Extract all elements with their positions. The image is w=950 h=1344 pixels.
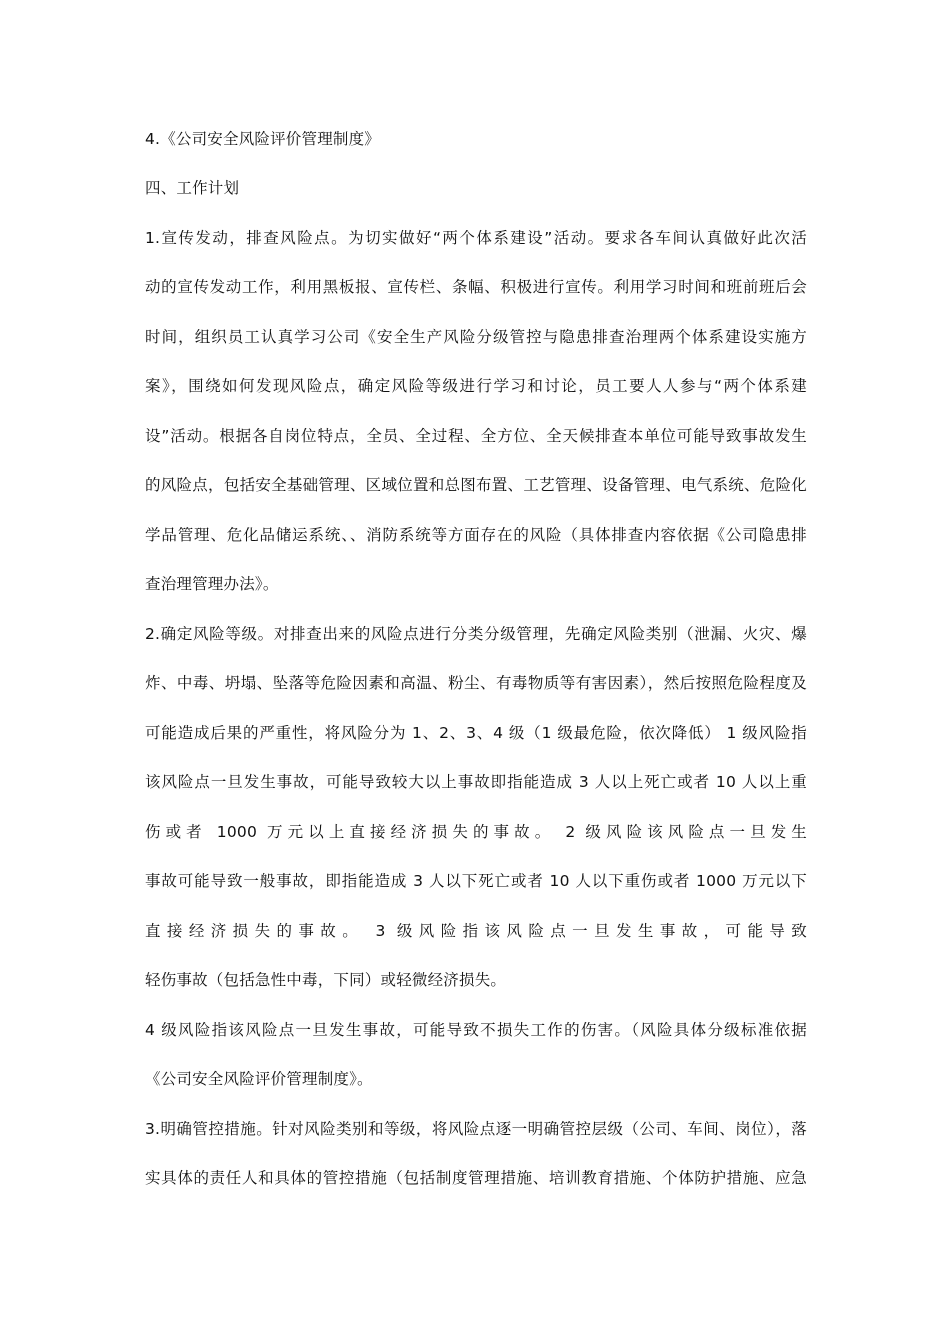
text-line: 设”活动。根据各自岗位特点，全员、全过程、全方位、全天候排查本单位可能导致事故发生 [145,427,807,445]
text-line: 3.明确管控措施。针对风险类别和等级，将风险点逐一明确管控层级（公司、车间、岗位），落 [145,1120,807,1138]
text-line: 案》，围绕如何发现风险点，确定风险等级进行学习和讨论，员工要人人参与“两个体系建 [145,377,807,395]
text-line: 直接经济损失的事故。 3 级风险指该风险点一旦发生事故，可能导致 [145,922,807,940]
text-line: 可能造成后果的严重性，将风险分为 1、2、3、4 级（1 级最危险，依次降低） 1 级风险指 [145,724,807,742]
text-line: 动的宣传发动工作，利用黑板报、宣传栏、条幅、积极进行宣传。利用学习时间和班前班后会 [145,278,807,296]
text-line: 的风险点，包括安全基础管理、区域位置和总图布置、工艺管理、设备管理、电气系统、危险化 [145,476,807,494]
text-line: 4.《公司安全风险评价管理制度》 [145,130,380,148]
text-line: 轻伤事故（包括急性中毒，下同）或轻微经济损失。 [145,971,507,989]
text-line: 学品管理、危化品储运系统、、消防系统等方面存在的风险（具体排查内容依据《公司隐患排 [145,526,807,544]
text-line: 1.宣传发动，排查风险点。为切实做好“两个体系建设”活动。要求各车间认真做好此次活 [145,229,807,247]
text-line: 该风险点一旦发生事故，可能导致较大以上事故即指能造成 3 人以上死亡或者 10 人以上重 [145,773,807,791]
text-line: 事故可能导致一般事故，即指能造成 3 人以下死亡或者 10 人以下重伤或者 1000 万元以下 [145,872,807,890]
text-line: 炸、中毒、坍塌、坠落等危险因素和高温、粉尘、有毒物质等有害因素），然后按照危险程度及 [145,674,807,692]
text-line: 查治理管理办法》。 [145,575,279,593]
text-line: 伤或者 1000 万元以上直接经济损失的事故。 2 级风险该风险点一旦发生 [145,823,807,841]
text-line: 时间，组织员工认真学习公司《安全生产风险分级管控与隐患排查治理两个体系建设实施方 [145,328,807,346]
text-line: 4 级风险指该风险点一旦发生事故，可能导致不损失工作的伤害。（风险具体分级标准依据 [145,1021,807,1039]
section-heading: 四、工作计划 [145,179,240,197]
text-line: 《公司安全风险评价管理制度》。 [145,1070,373,1088]
text-line: 2.确定风险等级。对排查出来的风险点进行分类分级管理，先确定风险类别（泄漏、火灾、爆 [145,625,807,643]
text-line: 实具体的责任人和具体的管控措施（包括制度管理措施、培训教育措施、个体防护措施、应急 [145,1169,807,1187]
